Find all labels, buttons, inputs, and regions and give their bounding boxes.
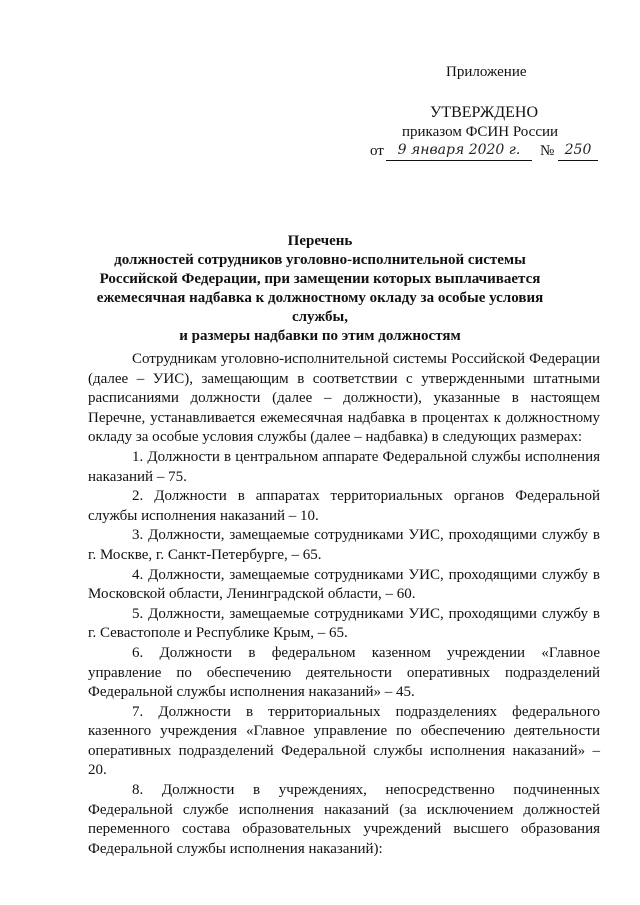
list-item-8: 8. Должности в учреждениях, непосредственно подчиненных Федеральной службе исполнения наказаний (за исключением должностей переменного состава образовательных учреждений высшего образования Федеральной службы исполнения наказаний): bbox=[88, 782, 600, 857]
date-underline bbox=[386, 160, 532, 161]
number-value: 250 bbox=[564, 142, 592, 158]
number-underline bbox=[558, 160, 598, 161]
approved-label: УТВЕРЖДЕНО bbox=[430, 104, 539, 121]
list-item-2: 2. Должности в аппаратах территориальных органов Федеральной службы исполнения наказаний – 10. bbox=[88, 488, 600, 524]
title-line-2: должностей сотрудников уголовно-исполнительной системы bbox=[114, 252, 526, 268]
number-prefix: № bbox=[540, 143, 555, 159]
document-body bbox=[88, 350, 600, 859]
number-handwritten bbox=[558, 142, 598, 159]
date-prefix: от bbox=[370, 143, 384, 159]
list-item-3: 3. Должности, замещаемые сотрудниками УИС, проходящими службу в г. Москве, г. Санкт-Петербурге, – 65. bbox=[88, 527, 600, 563]
title-line-4: ежемесячная надбавка к должностному окладу за особые условия службы, bbox=[96, 290, 544, 325]
order-label: приказом ФСИН России bbox=[402, 124, 559, 140]
date-value: 9 января 2020 г. bbox=[397, 142, 521, 158]
list-item-6: 6. Должности в федеральном казенном учреждении «Главное управление по обеспечению деятельности оперативных подразделений Федеральной службы исполнения наказаний» – 45. bbox=[88, 644, 600, 701]
title-line-1: Перечень bbox=[287, 233, 353, 249]
title-line-5: и размеры надбавки по этим должностям bbox=[179, 328, 461, 344]
list-item-1: 1. Должности в центральном аппарате Федеральной службы исполнения наказаний – 75. bbox=[88, 448, 600, 485]
appendix-label: Приложение bbox=[446, 64, 527, 80]
date-handwritten bbox=[386, 142, 532, 159]
intro-paragraph: Сотрудникам уголовно-исполнительной системы Российской Федерации (далее – УИС), замещающим в соответствии с утвержденными штатными расписаниями должности (далее – должности), указанные в настоящем Перечне, устанавливается ежемесячная надбавка в процентах к должностному окладу за особые условия службы (далее – надбавка) в следующих размерах: bbox=[88, 351, 600, 446]
list-item-5: 5. Должности, замещаемые сотрудниками УИС, проходящими службу в г. Севастополе и Республике Крым, – 65. bbox=[88, 605, 600, 642]
list-item-7: 7. Должности в территориальных подразделениях федерального казенного учреждения «Главное управление по обеспечению деятельности оперативных подразделений Федеральной службы исполнения наказаний» – 20. bbox=[88, 703, 600, 779]
title-line-3: Российской Федерации, при замещении которых выплачивается bbox=[99, 271, 541, 287]
document-title bbox=[90, 232, 550, 346]
list-item-4: 4. Должности, замещаемые сотрудниками УИС, проходящими службу в Московской области, Ленинградской области, – 60. bbox=[88, 566, 600, 603]
